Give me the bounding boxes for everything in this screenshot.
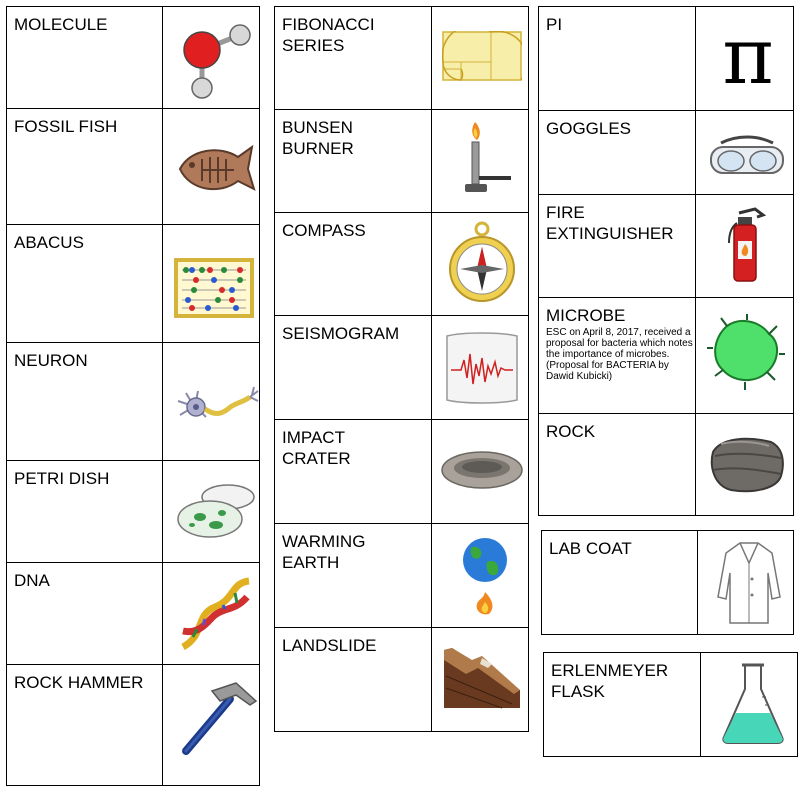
fossil-fish-icon (172, 139, 257, 199)
card-label: WARMING EARTH (282, 532, 366, 572)
card-compass (274, 212, 529, 316)
microbe-icon (707, 312, 787, 392)
abacus-icon (174, 258, 254, 318)
card-lab-coat (541, 530, 794, 635)
card-petri-dish (6, 460, 260, 563)
fire-extinguisher-icon (721, 205, 776, 285)
card-warming-earth (274, 523, 529, 628)
landslide-icon (442, 646, 522, 711)
card-bunsen-burner (274, 109, 529, 213)
rock-icon (707, 432, 787, 497)
card-dna (6, 562, 260, 665)
card-erlenmeyer-flask (543, 652, 798, 757)
water-molecule-icon (172, 15, 257, 100)
pi-symbol-icon (707, 7, 789, 107)
card-molecule (6, 6, 260, 109)
card-label: FIBONACCI SERIES (282, 15, 375, 55)
card-label: MOLECULE (14, 15, 108, 34)
lab-coat-icon (714, 539, 784, 627)
card-rock-hammer (6, 664, 260, 786)
card-label: IMPACT CRATER (282, 428, 351, 468)
card-label: LANDSLIDE (282, 636, 377, 655)
goggles-icon (707, 133, 787, 183)
card-neuron (6, 342, 260, 461)
card-label: ROCK (546, 422, 596, 441)
card-fibonacci-series (274, 6, 529, 110)
bunsen-burner-icon (455, 118, 515, 198)
card-landslide (274, 627, 529, 732)
petri-dish-icon (172, 479, 257, 544)
neuron-icon (172, 381, 260, 431)
pi-symbol: π (722, 12, 774, 102)
card-note: ESC on April 8, 2017, received a proposal for bacteria which notes the importance of microbes. (Proposal for BACTERIA by Dawid Kubicki) (546, 327, 693, 382)
card-rock (538, 413, 794, 516)
card-label: DNA (14, 571, 50, 590)
card-label: ROCK HAMMER (14, 673, 144, 692)
warming-earth-icon (455, 534, 515, 619)
card-pi (538, 6, 794, 111)
card-label: ERLENMEYER FLASK (551, 661, 669, 701)
card-label: GOGGLES (546, 119, 632, 138)
erlenmeyer-flask-icon (718, 661, 788, 746)
dna-helix-icon (175, 575, 255, 655)
card-fire-extinguisher (538, 194, 794, 298)
card-label: COMPASS (282, 221, 366, 240)
compass-icon (447, 219, 517, 309)
card-label: PETRI DISH (14, 469, 110, 488)
card-abacus (6, 224, 260, 343)
seismogram-icon (443, 330, 521, 405)
card-label: MICROBE (546, 306, 626, 325)
card-label: LAB COAT (549, 539, 632, 558)
card-impact-crater (274, 419, 529, 524)
card-label: NEURON (14, 351, 88, 370)
card-goggles (538, 110, 794, 195)
card-microbe (538, 297, 794, 414)
card-label: FIRE EXTINGUISHER (546, 203, 674, 243)
rock-hammer-icon (174, 673, 259, 758)
golden-spiral-icon (442, 31, 522, 81)
card-label: ABACUS (14, 233, 84, 252)
card-label: BUNSEN BURNER (282, 118, 354, 158)
card-fossil-fish (6, 108, 260, 225)
card-seismogram (274, 315, 529, 420)
card-label: FOSSIL FISH (14, 117, 118, 136)
crater-icon (440, 448, 525, 493)
card-label: PI (546, 15, 563, 34)
card-label: SEISMOGRAM (282, 324, 400, 343)
